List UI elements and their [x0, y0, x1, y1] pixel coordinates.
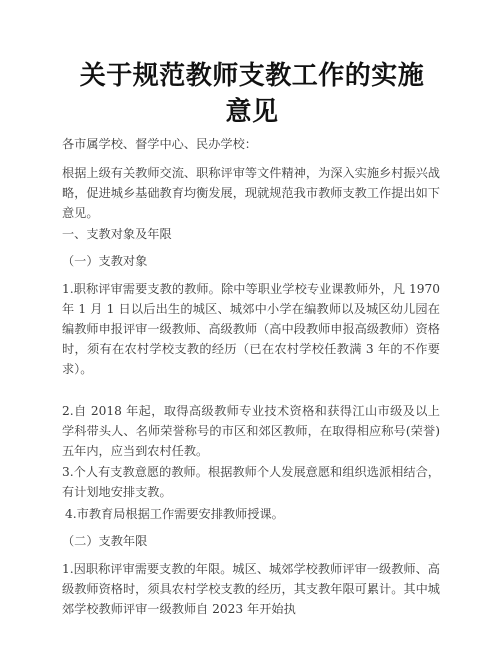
- list-item-2: 2.自 2018 年起，取得高级教师专业技术资格和获得江山市级及以上学科带头人、名师荣誉称号的市区和郊区教师，在取得相应称号(荣誉)五年内，应当到农村任教。: [62, 404, 440, 458]
- list-item-1: 1.职称评审需要支教的教师。除中等职业学校专业课教师外，凡 1970 年 1 月 1 日以后出生的城区、城郊中小学在编教师以及城区幼儿园在编教师申报评审一级教师、高级教师（高中段教师申报高级教师）资格时，须有在农村学校支教的经历（已在农村学校任教满 3 年的不作要求）。: [62, 282, 440, 376]
- section-heading-targets-and-duration: 一、支教对象及年限: [62, 227, 172, 241]
- document-title: 关于规范教师支教工作的实施意见: [79, 61, 425, 127]
- intro-paragraph: 根据上级有关教师交流、职称评审等文件精神，为深入实施乡村振兴战略，促进城乡基础教育均衡发展，现就规范我市教师支教工作提出如下意见。: [62, 166, 440, 220]
- list-item-5: 1.因职称评审需要支教的年限。城区、城郊学校教师评审一级教师、高级教师资格时，须具农村学校支教的经历，其支教年限可累计。其中城郊学校教师评审一级教师自 2023 年开始执: [62, 562, 440, 616]
- subsection-heading-duration: （二）支教年限: [62, 534, 148, 548]
- list-item-3: 3.个人有支教意愿的教师。根据教师个人发展意愿和组织选派相结合，有计划地安排支教。: [62, 465, 440, 499]
- salutation: 各市属学校、督学中心、民办学校：: [62, 137, 257, 151]
- list-item-4: 4.市教育局根据工作需要安排教师授课。: [65, 507, 284, 521]
- subsection-heading-targets: （一）支教对象: [62, 254, 148, 268]
